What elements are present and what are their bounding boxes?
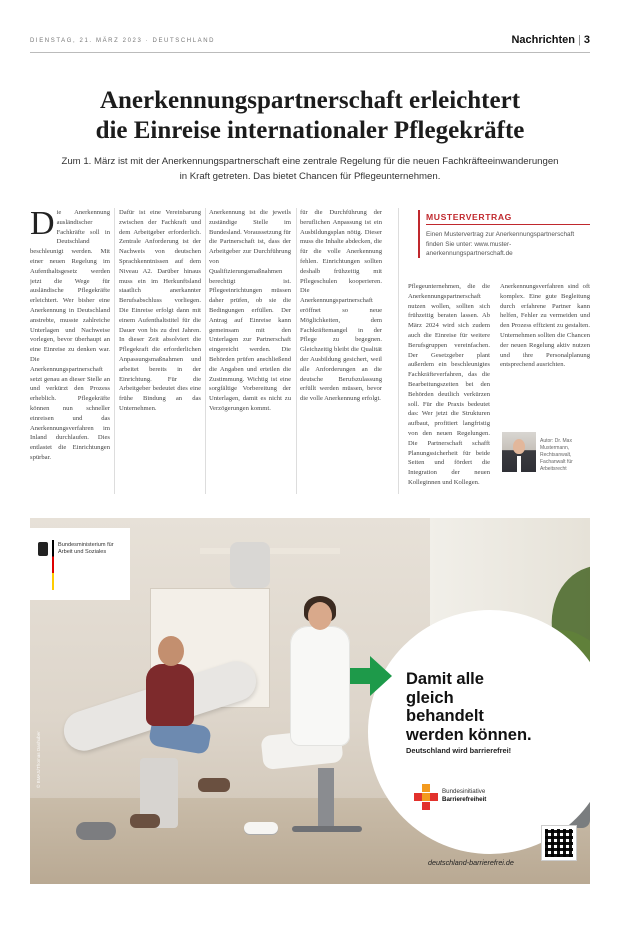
ministry-logo [30,528,130,600]
column-text: Anerkennungsverfahren sind oft komplex. Eine gute Begleitung durch erfahrene Partner kann helfen, Fehler zu vermeiden und den Prozess effizient zu gestalten. Unternehmen sollten die Chancen der neuen Regelung aktiv nutzen und ihre Personalplanung entsprechend ausrichten. [500,283,590,369]
header-divider [30,52,590,53]
column-text: Dafür ist eine Vereinbarung zwischen der Fachkraft und dem Arbeitgeber erforderlich. Zentrale Anforderung ist der Nachweis von deutschen Sprachkenntnissen auf dem Niveau A2. Darüber hinaus muss ein im Herkunftsland staatlich anerkannter Berufsabschluss vorliegen. Die Einreise erfolgt dann mit einem Aufenthaltstitel für die Dauer von bis zu drei Jahren. In dieser Zeit absolviert die Pflegekraft die erforderlichen Anpassungsmaßnahmen und arbeitet bereits in der Einrichtung. Für die Arbeitgeber bedeutet dies eine frühe Bindung an das Unternehmen. [119,209,201,412]
initiative-name [442,788,522,803]
column-divider [398,208,399,494]
ad-stool [318,768,334,828]
info-box-accent [418,210,420,258]
headline-line-2: die Einreise internationaler Pflegekräfte [95,117,525,144]
info-box-text: Einen Mustervertrag zur Anerkennungspartnerschaft finden Sie unter: www.muster-anerkennungspartnerschaft.de [426,231,575,257]
ad-url-link[interactable]: deutschland-barrierefrei.de [428,858,514,867]
author-caption: Autor: Dr. Max Mustermann, Rechtsanwalt, Fachanwalt für Arbeitsrecht [540,438,573,472]
author-photo [502,432,536,472]
ad-stool-base [292,826,362,832]
column-divider [296,208,297,494]
ad-claim [406,670,576,744]
claim-line: Damit alle [406,670,484,688]
ad-subline: Deutschland wird barrierefrei! [406,746,512,755]
article-column-1 [30,208,110,494]
ad-dentist-head [308,602,332,630]
header-date: DIENSTAG, 21. MÄRZ 2023 · DEUTSCHLAND [30,38,216,44]
column-text: Pflegeunternehmen, die die Anerkennungspartnerschaft nutzen wollen, sollten sich frühzeitig beraten lassen. Ab März 2024 wird sich zudem auch die Einreise für weitere Berufsgruppen vereinfachen. Der Gesetzgeber plant außerdem ein beschleunigtes Fachkräfteverfahren, das die Bearbeitungszeiten bei den Behörden deutlich verkürzen soll. Für die Praxis bedeutet das: Wer jetzt die Strukturen aufbaut, profitiert langfristig von den neuen Regelungen. Die Partnerschaft schafft Planungssicherheit für beide Seiten und fördert die Integration der neuen Kolleginnen und Kollegen. [408,283,490,486]
claim-line: behandelt [406,707,484,725]
flag-stripe-icon [52,540,54,590]
article-column-5 [408,282,490,494]
arrow-right-icon [350,654,394,698]
ad-dental-lamp [230,542,270,588]
ad-patient-shoe [198,778,230,792]
initiative-logo-icon [414,784,438,810]
page-header [30,34,590,50]
info-box-rule [426,224,590,225]
ministry-name: Bundesministerium für Arbeit und Soziales [58,542,114,555]
qr-code[interactable] [542,826,576,860]
section-name: Nachrichten [511,34,576,46]
ad-dentist [290,626,350,746]
article-column-2 [119,208,201,494]
page-number: 3 [583,34,590,46]
ad-patient-shoe [130,814,160,828]
advertisement[interactable] [30,518,590,884]
headline [30,86,590,146]
column-text: Anerkennung ist die jeweils zuständige Stelle im Bundesland. Voraussetzung für die Partnerschaft ist, dass der Arbeitgeber zur Durchführung von Qualifizierungsmaßnahmen berechtigt ist. Pflegeeinrichtungen müssen daher prüfen, ob sie die Bedingungen erfüllen. Der Antrag auf Einreise kann gemeinsam mit den Unterlagen zur Partnerschaft eingereicht werden. Die Behörden prüfen anschließend die Angaben und erteilen die Zustimmung. Wichtig ist eine sorgfältige Vorbereitung der Unterlagen, damit es nicht zu Verzögerungen kommt. [209,209,291,412]
info-box-title: MUSTERVERTRAG [426,212,512,222]
ad-shelf [200,548,340,554]
claim-line: gleich [406,688,454,707]
column-text: für die Durchführung der beruflichen Anpassung ist ein Ausbildungsplan nötig. Dieser muss die Inhalte abdecken, die für die volle Anerkennung fehlen. Einrichtungen sollten deshalb frühzeitig mit Pflegeschulen kooperieren. Die Anerkennungspartnerschaft eröffnet so neue Möglichkeiten, dem Fachkräftemangel in der Pflege zu begegnen. Gleichzeitig bleibt die Qualität der Ausbildung gesichert, weil alle Anforderungen an die deutsche Berufszulassung erfüllt werden müssen, bevor die volle Anerkennung erfolgt. [300,209,382,403]
header-section: Nachrichten | 3 [511,34,590,46]
article-column-4 [300,208,382,494]
initiative-line-2: Barrierefreiheit [442,795,487,803]
column-divider [114,208,115,494]
dropcap: D [30,208,55,242]
ad-foot-pedal [76,822,116,840]
ad-patient-head [158,636,184,666]
headline-line-1: Anerkennungspartnerschaft erleichtert [99,87,521,114]
eagle-icon [38,542,48,556]
column-divider [205,208,206,494]
claim-line: werden können. [406,725,532,744]
ad-patient [146,664,194,726]
photo-credit: © BMAS/Thomas Dashuber [36,731,41,788]
initiative-line-1: Bundesinitiative [442,788,486,795]
article-column-6 [500,282,590,420]
article-column-3 [209,208,291,494]
column-text: ie Anerkennung ausländischer Fachkräfte soll in Deutschland beschleunigt werden. Mit einer neuen Regelung im Aufenthaltsgesetz werden jetzt die Wege für ausländische Pflegekräfte erleichtert. Wer bisher eine Anerkennung in Deutschland anstrebte, musste zahlreiche Unterlagen und Nachweise vorlegen, bevor überhaupt an eine Einreise zu denken war. Die Anerkennungspartnerschaft setzt genau an dieser Stelle an und verkürzt den Prozess erheblich. Pflegekräfte können nun schneller einreisen und das Anerkennungsverfahren im Inland durchlaufen. Dies entlastet die Einrichtungen spürbar. [30,209,110,461]
teaser: Zum 1. März ist mit der Anerkennungspartnerschaft eine zentrale Regelung für die neuen Fachkräfteeinwanderungen in Kraft getreten. Das bietet Chancen für Pflegeunternehmen. [61,156,559,182]
ad-dentist-shoe [244,822,278,834]
